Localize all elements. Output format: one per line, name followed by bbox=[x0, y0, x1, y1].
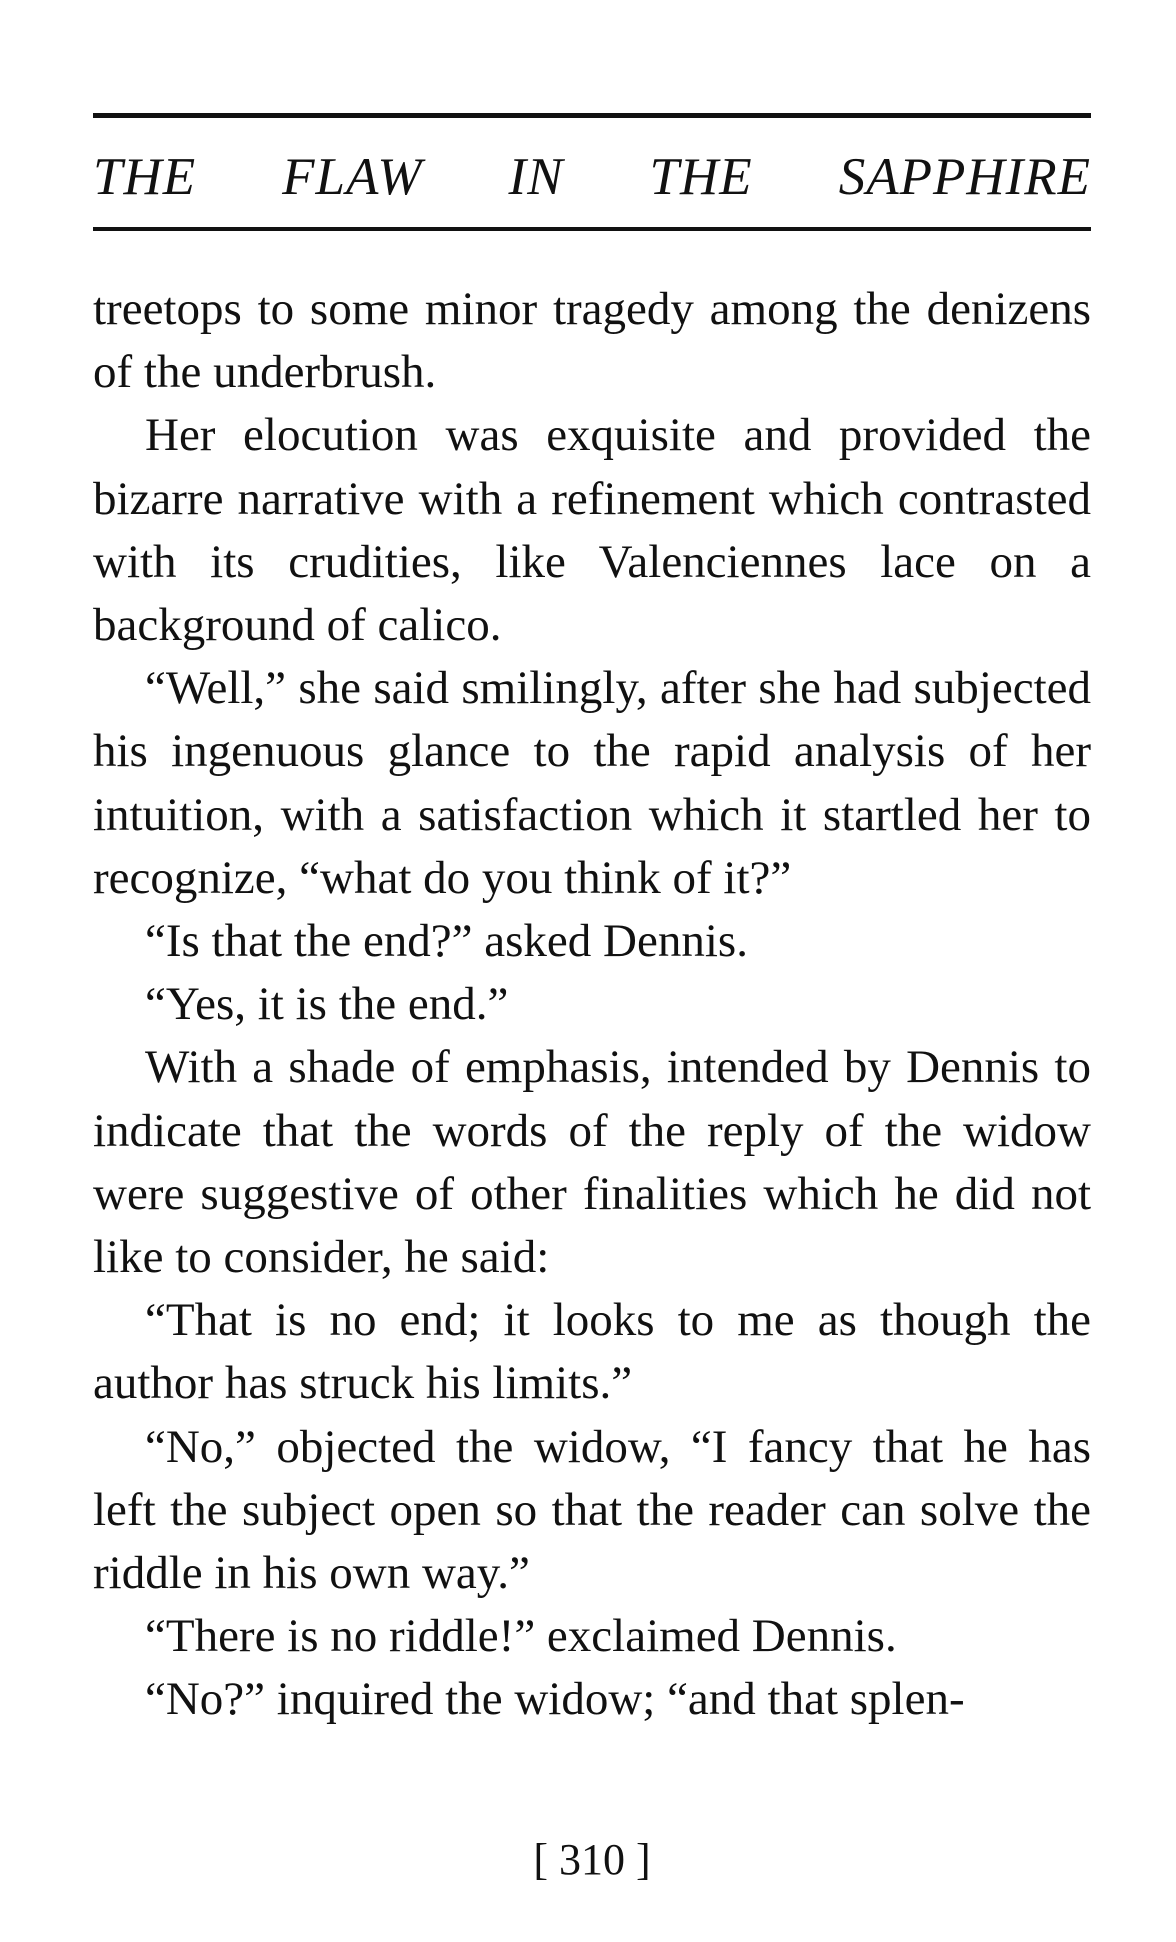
running-head: THE FLAW IN THE SAPPHIRE bbox=[93, 148, 1091, 206]
paragraph: “No?” inquired the widow; “and that splen- bbox=[145, 1673, 965, 1726]
paragraph: “There is no riddle!” exclaimed Dennis. bbox=[145, 1610, 897, 1663]
header-rule-top bbox=[93, 113, 1091, 118]
paragraph: “Well,” she said smilingly, after she had subjected his ingenuous glance to the rapid analysis of her intuition, with a satisfaction which it startled her to recognize, “what do you think of it?” bbox=[93, 662, 1091, 904]
paragraph: “Yes, it is the end.” bbox=[145, 978, 509, 1031]
paragraph: Her elocution was exquisite and provided the bizarre narrative with a refinement which contrasted with its crudities, like Valenciennes lace on a background of calico. bbox=[93, 409, 1091, 652]
paragraph: treetops to some minor tragedy among the denizens of the underbrush. bbox=[93, 283, 1091, 399]
paragraph: With a shade of emphasis, intended by Dennis to indicate that the words of the reply of the widow were suggestive of other finalities which he did not like to consider, he said: bbox=[93, 1041, 1091, 1284]
header-rule-bottom bbox=[93, 227, 1091, 231]
paragraph: “Is that the end?” asked Dennis. bbox=[145, 915, 748, 968]
paragraph: “No,” objected the widow, “I fancy that he has left the subject open so that the reader can solve the riddle in his own way.” bbox=[93, 1420, 1091, 1600]
paragraph: “That is no end; it looks to me as though the author has struck his limits.” bbox=[93, 1294, 1091, 1410]
page-number: [ 310 ] bbox=[533, 1835, 651, 1884]
body-text bbox=[93, 278, 1091, 1732]
book-page bbox=[93, 0, 1091, 1942]
